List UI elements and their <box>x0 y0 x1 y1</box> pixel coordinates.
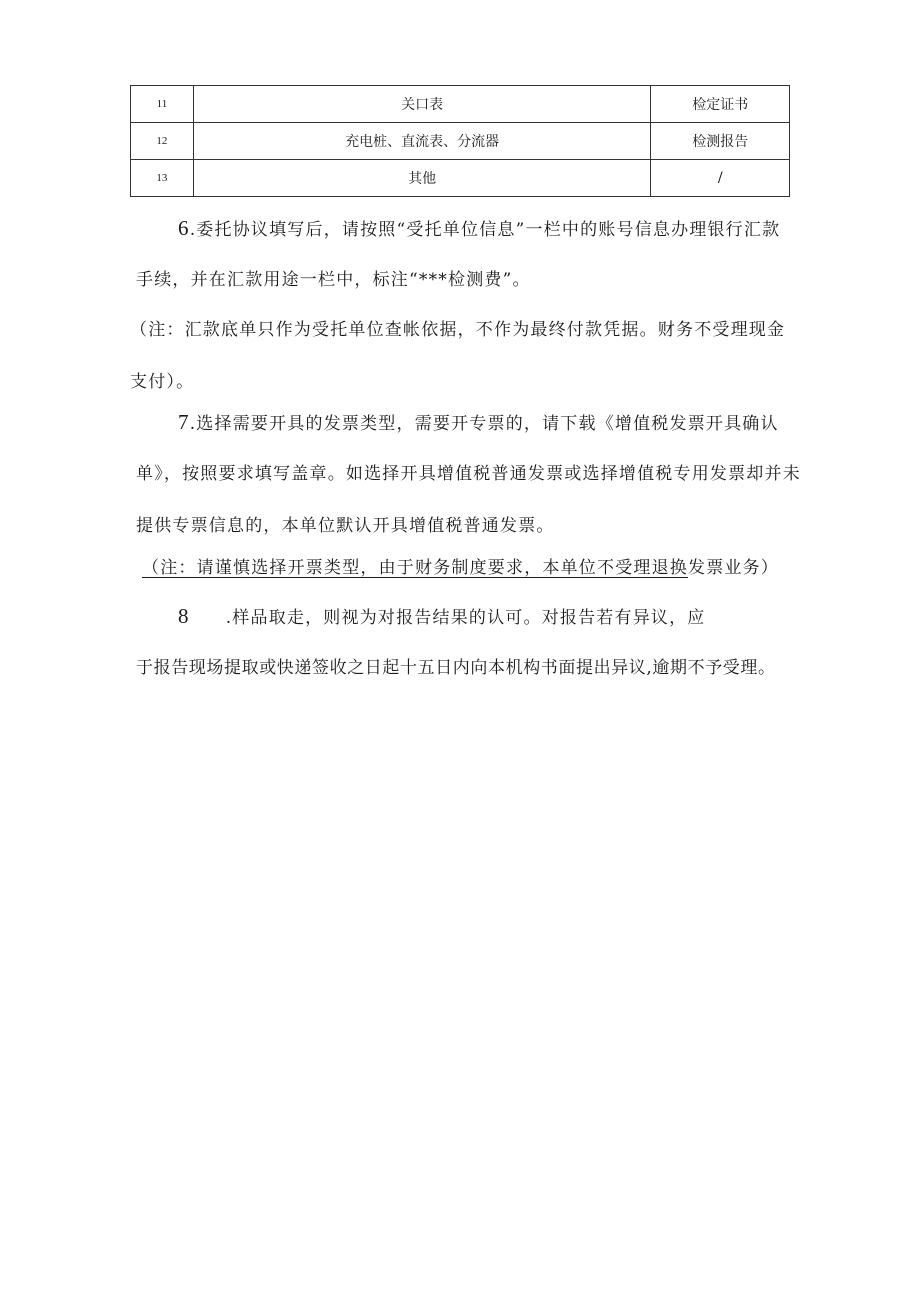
section-7-line-3: 提供专票信息的，本单位默认开具增值税普通发票。 <box>136 516 555 536</box>
row-number: 12 <box>131 123 194 160</box>
section-6-line-1 <box>136 202 876 254</box>
section-8-text-1: .样品取走，则视为对报告结果的认可。对报告若有异议，应 <box>225 608 706 628</box>
section-6-note <box>130 304 870 408</box>
row-document-type: 检测报告 <box>651 123 790 160</box>
table-row <box>131 86 790 123</box>
section-7-note-line <box>142 542 882 594</box>
item-table <box>130 85 790 197</box>
row-number: 11 <box>131 86 194 123</box>
section-6-note-line-2: 支付）。 <box>130 372 195 392</box>
section-6-number: 6 <box>178 216 190 240</box>
section-8-line-1 <box>136 590 876 642</box>
section-7-note-tail: 发票业务） <box>688 558 779 578</box>
table-row <box>131 160 790 197</box>
row-item-name: 充电桩、直流表、分流器 <box>193 123 651 160</box>
section-6-text-1: .委托协议填写后，请按照“受托单位信息”一栏中的账号信息办理银行汇款 <box>189 220 781 240</box>
section-7-line-1 <box>136 396 876 448</box>
section-6 <box>136 202 876 306</box>
row-item-name: 其他 <box>193 160 651 197</box>
section-8-number: 8 <box>178 604 190 628</box>
section-7 <box>136 396 876 552</box>
section-6-line-2: 手续，并在汇款用途一栏中，标注“***检测费”。 <box>136 270 531 290</box>
table-row <box>131 123 790 160</box>
row-item-name: 关口表 <box>193 86 651 123</box>
section-8-line-2: 于报告现场提取或快递签收之日起十五日内向本机构书面提出异议,逾期不予受理。 <box>136 658 776 678</box>
section-7-note <box>142 542 882 594</box>
row-number: 13 <box>131 160 194 197</box>
section-8 <box>136 590 876 694</box>
section-7-number: 7 <box>178 410 190 434</box>
section-7-note-underlined: （注：请谨慎选择开票类型，由于财务制度要求，本单位不受理退换 <box>142 558 688 578</box>
row-document-type: / <box>651 160 790 197</box>
section-6-note-line-1: （注：汇款底单只作为受托单位查帐依据，不作为最终付款凭据。财务不受理现金 <box>130 320 786 340</box>
section-7-line-2: 单》，按照要求填写盖章。如选择开具增值税普通发票或选择增值税专用发票却并未 <box>136 464 801 484</box>
section-7-text-1: .选择需要开具的发票类型，需要开专票的，请下载《增值税发票开具确认 <box>189 414 779 434</box>
row-document-type: 检定证书 <box>651 86 790 123</box>
